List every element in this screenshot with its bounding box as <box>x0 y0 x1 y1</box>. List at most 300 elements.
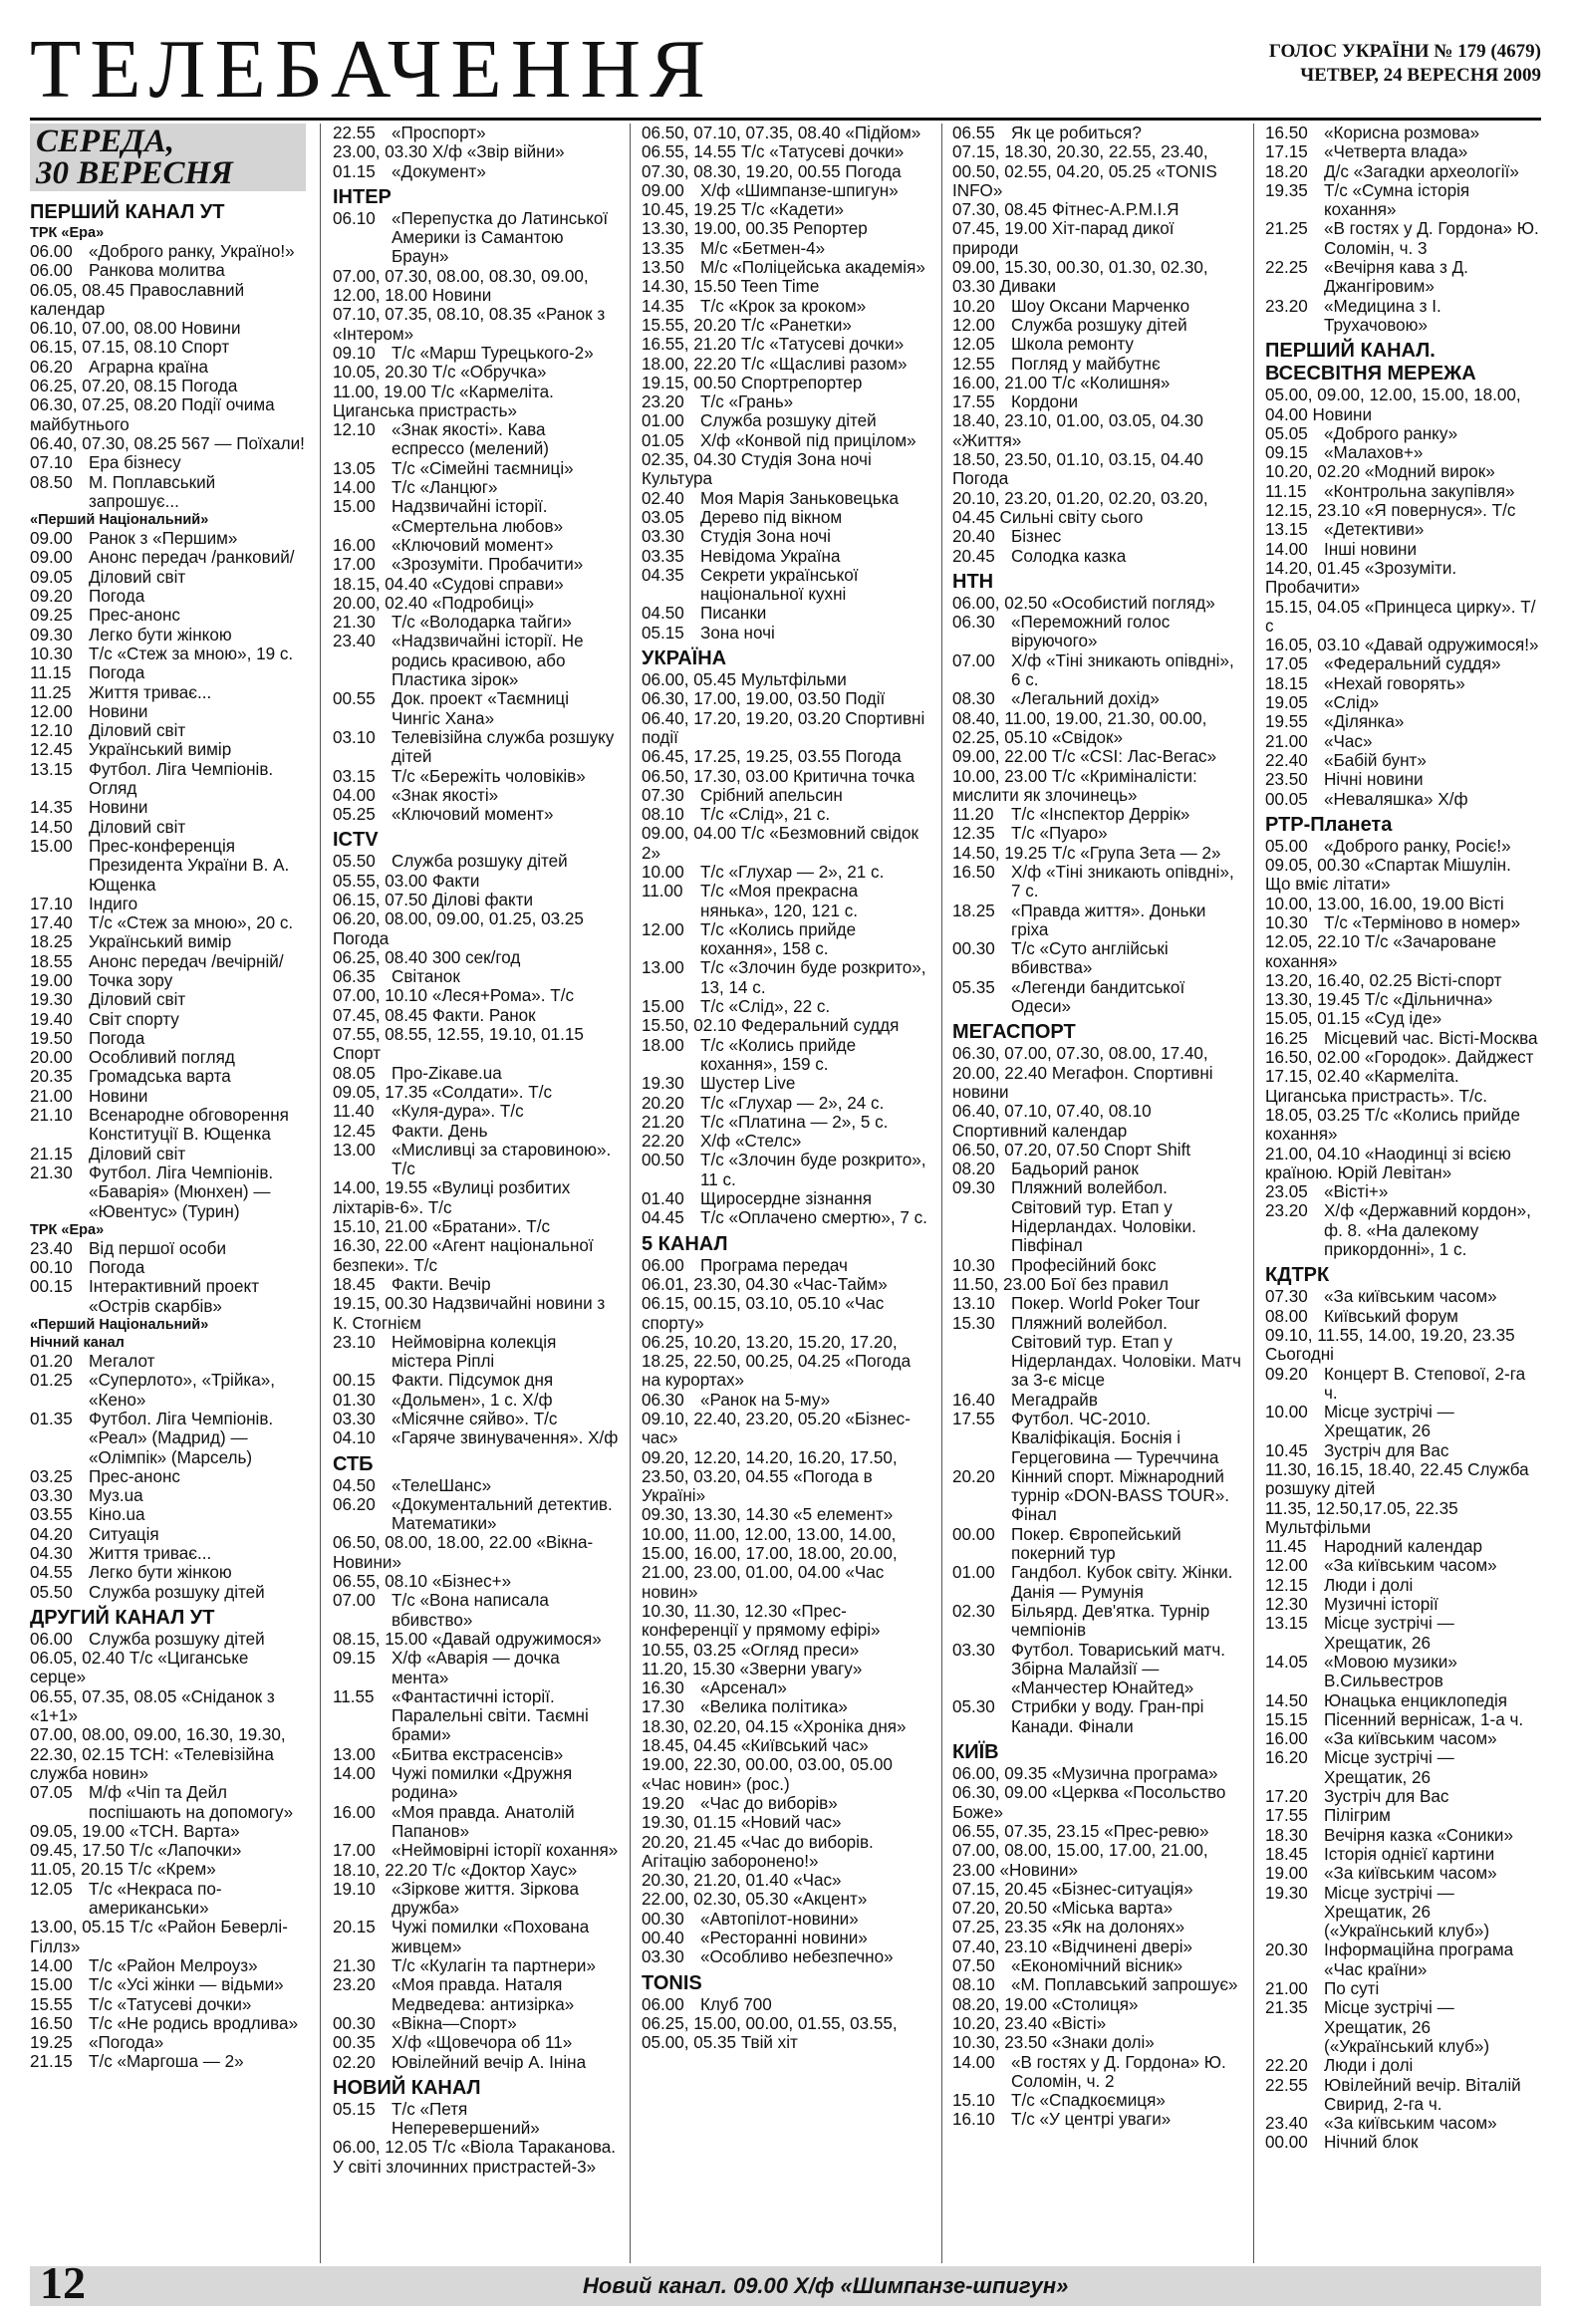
programme-entry <box>642 1833 930 1872</box>
programme-entry <box>30 281 306 320</box>
programme-title: «Вечірня кава з Д. Джангіровим» <box>1324 258 1468 297</box>
programme-entry <box>952 316 1241 335</box>
programme-entry <box>642 219 930 238</box>
programme-time: 21.00 <box>30 1086 73 1106</box>
programme-time: 17.00 <box>333 1841 376 1861</box>
programme-time: 06.00 <box>30 242 73 261</box>
programme-entry <box>333 1333 619 1372</box>
programme-entry <box>1265 1499 1541 1538</box>
programme-time: 10.30, 11.30, 12.30 <box>642 1601 788 1621</box>
programme-title: «Огляд преси» <box>740 1640 860 1660</box>
programme-time: 15.55, 20.20 <box>642 315 737 335</box>
footer-promo: Новий канал. 09.00 Х/ф «Шимпанзе-шпигун» <box>583 2273 1069 2298</box>
programme-time: 21.30 <box>333 613 376 633</box>
column-divider <box>1253 124 1254 2263</box>
programme-entry <box>642 239 930 258</box>
programme-time: 07.00 <box>333 1591 376 1611</box>
programme-title: Teen Time <box>740 277 820 297</box>
programme-title: Т/с «Ранетки» <box>740 315 852 335</box>
programme-title: Мегадрайв <box>1011 1390 1098 1410</box>
programme-entry <box>952 1822 1241 1841</box>
programme-entry <box>30 1352 306 1371</box>
programme-time: 13.15 <box>1265 1614 1308 1634</box>
programme-time: 18.05, 03.25 <box>1265 1105 1361 1125</box>
programme-title: Шустер Live <box>700 1074 796 1094</box>
programme-entry <box>333 1476 619 1495</box>
programme-title: «Суперлото», «Трійка», «Кено» <box>89 1371 275 1410</box>
programme-entry <box>952 844 1241 863</box>
programme-time: 19.35 <box>1265 180 1308 200</box>
programme-time: 15.10 <box>952 2091 995 2111</box>
programme-time: 20.00 <box>30 1048 73 1068</box>
programme-time: 19.30 <box>642 1074 684 1094</box>
programme-entry <box>952 863 1241 902</box>
programme-entry <box>1265 895 1541 913</box>
issue-date: ЧЕТВЕР, 24 ВЕРЕСНЯ 2009 <box>1300 65 1541 86</box>
programme-time: 07.40, 23.10 <box>952 1937 1048 1956</box>
programme-title: Громадська варта <box>89 1067 231 1087</box>
programme-time: 15.00 <box>30 1975 73 1995</box>
programme-title: Солодка казка <box>1011 546 1127 566</box>
programme-time: 21.30 <box>333 1956 376 1976</box>
programme-title: Аграрна країна <box>89 357 209 377</box>
programme-time: 11.40 <box>333 1102 375 1122</box>
programme-entry <box>333 420 619 459</box>
programme-title: Життя триває... <box>89 1544 212 1563</box>
programme-title: Кордони <box>1011 392 1079 412</box>
programme-entry <box>30 663 306 682</box>
programme-title: Анонс передач /ранковий/ <box>89 548 295 568</box>
programme-title: «Ключовий момент» <box>392 805 554 825</box>
programme-entry <box>952 594 1241 613</box>
programme-title: Спортрепортер <box>740 373 863 392</box>
programme-title: «Моя правда. Наталя Медведева: антизірка» <box>392 1975 575 2014</box>
programme-title: «Правда життя». Доньки гріха <box>1011 901 1206 939</box>
programme-entry <box>30 1010 306 1029</box>
programme-entry <box>952 902 1241 940</box>
programme-entry <box>952 489 1241 528</box>
programme-time: 09.20, 12.20, 14.20, 16.20, 17.50, 23.50, 03.20, 04.55 <box>642 1447 898 1486</box>
programme-title: Хіт-парад дикої природи <box>952 219 1175 258</box>
programme-time: 07.00, 07.30, 08.00, 08.30, 09.00, 12.00, 18.00 <box>333 266 589 306</box>
programme-entry <box>30 626 306 645</box>
programme-entry <box>1265 1009 1541 1028</box>
programme-title: Школа ремонту <box>1011 335 1134 355</box>
programme-time: 15.00 <box>30 836 73 856</box>
programme-time: 17.00 <box>333 555 376 575</box>
programme-time: 02.20 <box>333 2052 376 2072</box>
programme-title: Студія Зона ночі <box>700 527 831 547</box>
programme-title: «Суд іде» <box>1364 1009 1442 1029</box>
programme-time: 09.15 <box>1265 443 1308 463</box>
programme-title: Погляд у майбутнє <box>1011 354 1161 374</box>
programme-entry <box>30 1687 306 1726</box>
programme-entry <box>333 1495 619 1534</box>
programme-title: Т/с «Володарка тайги» <box>392 613 572 633</box>
programme-time: 06.30 <box>952 613 995 633</box>
programme-entry <box>952 2033 1241 2052</box>
programme-title: Т/с «Татусеві дочки» <box>740 142 905 162</box>
programme-entry <box>333 728 619 767</box>
programme-entry <box>333 1391 619 1410</box>
programme-entry <box>642 489 930 508</box>
programme-title: Т/с «Район Беверлі-Гіллз» <box>30 1918 288 1956</box>
programme-time: 01.00 <box>642 411 684 431</box>
programme-time: 00.35 <box>333 2033 376 2053</box>
programme-time: 20.15 <box>333 1918 376 1937</box>
programme-entry <box>333 1102 619 1121</box>
programme-title: «Документальний детектив. Математики» <box>392 1494 613 1534</box>
programme-title: «Проспорт» <box>392 124 486 142</box>
programme-title: Т/с «Крок за кроком» <box>700 296 867 316</box>
programme-title: «Доброго ранку, Україно!» <box>89 242 295 261</box>
programme-entry <box>952 1602 1241 1641</box>
programme-title: «Вікна—Спорт» <box>392 2013 517 2033</box>
channel-heading: СТБ <box>333 1452 374 1475</box>
programme-time: 04.00 <box>333 785 376 805</box>
programme-entry <box>30 453 306 472</box>
programme-title: Т/с «Суто англійські вбивства» <box>1011 939 1169 978</box>
programme-title: «Особистий погляд» <box>1051 593 1215 613</box>
programme-entry <box>1265 1365 1541 1404</box>
programme-entry <box>30 2033 306 2052</box>
programme-time: 06.50, 07.20, 07.50 <box>952 1140 1100 1160</box>
programme-title: Факти <box>431 871 480 891</box>
programme-title: «Медицина з І. Трухачовою» <box>1324 296 1441 335</box>
programme-entry <box>30 913 306 932</box>
programme-entry <box>952 978 1241 1017</box>
programme-entry <box>333 986 619 1005</box>
programme-entry <box>30 434 306 453</box>
programme-time: 21.00 <box>1265 731 1308 751</box>
programme-time: 19.00, 22.30, 00.00, 03.00, 05.00 <box>642 1755 893 1775</box>
programme-title: Т/с «Зачароване кохання» <box>1265 932 1497 971</box>
programme-entry <box>1265 424 1541 443</box>
programme-time: 04.50 <box>642 604 684 624</box>
programme-title: Мегалот <box>89 1352 155 1372</box>
programme-entry <box>333 1918 619 1956</box>
programme-time: 06.15, 00.15, 03.10, 05.10 <box>642 1294 841 1314</box>
programme-entry <box>642 1929 930 1947</box>
programme-time: 07.45, 19.00 <box>952 219 1048 239</box>
programme-time: 03.25 <box>30 1466 73 1486</box>
programme-title: Точка зору <box>89 970 173 990</box>
programme-entry <box>333 1764 619 1803</box>
programme-entry <box>1265 1326 1541 1365</box>
programme-title: «Бабій бунт» <box>1324 750 1427 770</box>
programme-title: Більярд. Дев'ятка. Турнір чемпіонів <box>1011 1601 1210 1641</box>
programme-entry <box>1265 1537 1541 1556</box>
programme-title: Місце зустрічі — Хрещатик, 26 («Український клуб») <box>1324 1883 1490 1941</box>
programme-title: Події очима майбутнього <box>30 395 275 434</box>
programme-time: 09.30 <box>30 625 73 645</box>
programme-entry <box>30 1371 306 1410</box>
programme-time: 07.15, 20.45 <box>952 1879 1048 1899</box>
programme-entry <box>333 909 619 948</box>
programme-time: 14.00 <box>1265 539 1308 559</box>
programme-title: Сьогодні <box>1265 1345 1334 1365</box>
programme-entry <box>642 1717 930 1736</box>
programme-time: 15.00 <box>642 997 684 1017</box>
programme-entry <box>1265 124 1541 142</box>
programme-entry <box>642 547 930 566</box>
section-title: ТЕЛЕБАЧЕННЯ <box>30 23 715 116</box>
programme-entry <box>642 527 930 546</box>
programme-entry <box>30 568 306 587</box>
programme-time: 23.05 <box>1265 1182 1308 1202</box>
programme-time: 00.15 <box>30 1277 73 1297</box>
programme-title: Мультфільми <box>1265 1517 1372 1537</box>
programme-title: Т/с «Обручка» <box>431 363 547 383</box>
programme-title: «Відчинені двері» <box>1051 1937 1193 1956</box>
programme-title: Ювілейний вечір. Віталій Свирид, 2-га ч. <box>1324 2075 1521 2114</box>
programme-title: Музичні історії <box>1324 1595 1439 1615</box>
programme-title: Погода <box>89 587 145 607</box>
programme-title: «За київським часом» <box>1324 1556 1497 1576</box>
programme-entry <box>642 1208 930 1227</box>
programme-entry <box>333 1591 619 1630</box>
programme-entry <box>30 740 306 759</box>
programme-time: 06.55, 07.35, 23.15 <box>952 1821 1100 1841</box>
programme-entry <box>952 651 1241 690</box>
programme-time: 23.20 <box>1265 1201 1308 1221</box>
programme-entry <box>333 1533 619 1572</box>
programme-time: 06.20 <box>30 357 73 377</box>
programme-title: «Міська варта» <box>1051 1899 1174 1919</box>
programme-time: 21.00 <box>1265 1979 1308 1999</box>
programme-time: 20.30, 21.20, 01.40 <box>642 1871 789 1891</box>
programme-time: 10.45 <box>1265 1440 1308 1460</box>
programme-time: 14.00 <box>333 1764 376 1784</box>
programme-entry <box>1265 1145 1541 1183</box>
programme-time: 19.30 <box>1265 1883 1308 1903</box>
column-listings <box>952 124 1241 2130</box>
programme-entry <box>333 1371 619 1390</box>
programme-entry <box>642 277 930 296</box>
programme-time: 12.10 <box>30 721 73 741</box>
programme-time: 07.50 <box>952 1956 995 1976</box>
programme-time: 06.30, 07.25, 08.20 <box>30 395 177 415</box>
programme-title: «Переможний голос віруючого» <box>1011 613 1171 651</box>
programme-time: 09.05, 00.30 <box>1265 856 1361 876</box>
programme-time: 12.10 <box>333 420 376 440</box>
programme-time: 12.45 <box>30 740 73 760</box>
programme-time: 06.35 <box>333 967 376 987</box>
programme-time: 09.00 <box>30 548 73 568</box>
programme-time: 17.05 <box>1265 654 1308 674</box>
programme-time: 14.00, 19.55 <box>333 1178 428 1198</box>
programme-time: 06.10 <box>333 208 376 228</box>
column-divider <box>320 124 321 2263</box>
programme-title: Український вимір <box>89 932 232 952</box>
programme-title: Концерт В. Степової, 2-га ч. <box>1324 1364 1526 1403</box>
programme-title: М. Поплавський запрошує... <box>89 472 216 511</box>
programme-time: 08.10 <box>952 1975 995 1995</box>
programme-time: 21.00, 04.10 <box>1265 1144 1361 1163</box>
programme-entry <box>642 258 930 277</box>
programme-title: «Хроніка дня» <box>793 1716 907 1736</box>
programme-time: 12.00 <box>952 315 995 335</box>
programme-time: 12.15 <box>1265 1575 1308 1595</box>
programme-entry <box>1265 770 1541 789</box>
programme-entry <box>1265 913 1541 932</box>
programme-time: 16.50, 02.00 <box>1265 1048 1361 1068</box>
programme-time: 12.05 <box>952 335 995 355</box>
programme-entry <box>333 786 619 805</box>
programme-title: Т/с «Кадети» <box>740 200 845 220</box>
programme-entry <box>1265 1460 1541 1499</box>
programme-title: Х/ф «Звір війни» <box>431 142 565 162</box>
programme-time: 07.00, 08.00, 09.00, 16.30, 19.30, 22.30, 02.15 <box>30 1725 286 1764</box>
programme-entry <box>1265 1307 1541 1326</box>
programme-title: Т/с «Слід», 21 с. <box>700 805 831 825</box>
programme-time: 07.10 <box>30 453 73 473</box>
programme-title: «Малахов+» <box>1324 443 1424 463</box>
programme-title: Футбол. Ліга Чемпіонів. Огляд <box>89 759 274 799</box>
programme-title: Т/с «У центрі уваги» <box>1011 2110 1172 2130</box>
programme-entry <box>30 2014 306 2033</box>
programme-entry <box>333 767 619 786</box>
programme-entry <box>952 1975 1241 1994</box>
programme-title: Прес-анонс <box>89 606 180 626</box>
programme-title: Про-Zікаве.ua <box>392 1063 502 1083</box>
programme-entry <box>642 882 930 920</box>
programme-entry <box>952 1044 1241 1102</box>
programme-time: 11.20, 15.30 <box>642 1659 735 1678</box>
programme-time: 08.40, 11.00, 19.00, 21.30, 00.00, 02.25, 05.10 <box>952 708 1207 747</box>
programme-entry <box>1265 932 1541 971</box>
programme-entry <box>1265 1441 1541 1460</box>
schedule-column-1 <box>30 124 306 2263</box>
channel-heading: НОВИЙ КАНАЛ <box>333 2076 481 2099</box>
programme-entry <box>952 547 1241 566</box>
programme-title: Шоу Оксани Марченко <box>1011 296 1190 316</box>
programme-entry <box>1265 2133 1541 2152</box>
programme-entry <box>333 383 619 421</box>
programme-entry <box>642 1678 930 1697</box>
programme-title: Ера бізнесу <box>89 453 181 473</box>
programme-entry <box>642 1391 930 1410</box>
programme-entry <box>1265 837 1541 856</box>
programme-entry <box>30 760 306 799</box>
programme-time: 18.20 <box>1265 161 1308 181</box>
programme-title: «Погода на курортах» <box>642 1352 912 1391</box>
programme-entry <box>642 1275 930 1294</box>
programme-entry <box>642 1755 930 1794</box>
programme-time: 23.40 <box>333 632 376 651</box>
programme-entry <box>333 1687 619 1745</box>
programme-time: 10.30 <box>1265 912 1308 932</box>
programme-entry <box>952 219 1241 258</box>
programme-title: Т/с «CSI: Лас-Вегас» <box>1051 747 1217 767</box>
programme-title: Анонс передач /вечірній/ <box>89 951 284 971</box>
programme-title: Т/с «Платина — 2», 5 с. <box>700 1112 889 1132</box>
programme-title: Т/с «Терміново в номер» <box>1324 912 1521 932</box>
programme-time: 16.30, 22.00 <box>333 1236 428 1256</box>
programme-title: Служба розшуку дітей <box>1265 1460 1529 1499</box>
programme-title: Факти. Підсумок дня <box>392 1371 554 1391</box>
programme-time: 14.30, 15.50 <box>642 277 737 297</box>
programme-time: 08.05 <box>333 1063 376 1083</box>
programme-entry <box>30 952 306 971</box>
programme-time: 08.15, 15.00 <box>333 1629 428 1649</box>
programme-title: Люди і долі <box>1324 2056 1414 2076</box>
programme-entry <box>642 124 930 142</box>
programme-entry <box>30 1106 306 1145</box>
programme-title: Х/ф «Стелс» <box>700 1132 802 1152</box>
day-date: 30 ВЕРЕСНЯ <box>36 155 233 191</box>
programme-time: 09.00, 04.00 <box>642 824 737 844</box>
programme-time: 00.55 <box>333 689 376 709</box>
programme-time: 02.35, 04.30 <box>642 450 737 470</box>
programme-entry <box>1265 1614 1541 1653</box>
programme-title: «Неваляшка» Х/ф <box>1324 789 1468 809</box>
programme-title: «Дольмен», 1 с. Х/ф <box>392 1390 553 1410</box>
programme-time: 19.50 <box>30 1028 73 1048</box>
programme-time: 03.05 <box>642 507 684 527</box>
programme-title: «Вулиці розбитих ліхтарів-6». Т/с <box>333 1178 571 1217</box>
programme-time: 06.05, 08.45 <box>30 280 126 300</box>
programme-title: Х/ф «Щовечора об 11» <box>392 2033 573 2053</box>
programme-entry <box>333 1880 619 1919</box>
programme-time: 14.20, 01.45 <box>1265 558 1361 578</box>
programme-title: Бізнес <box>1011 527 1062 547</box>
programme-entry <box>1265 674 1541 693</box>
programme-entry <box>952 1783 1241 1822</box>
programme-title: Новини <box>89 1086 148 1106</box>
programme-title: Ювілейний вечір А. Ініна <box>392 2052 587 2072</box>
programme-title: «Час-Тайм» <box>793 1274 888 1294</box>
programme-entry <box>333 1025 619 1064</box>
programme-entry <box>952 1467 1241 1525</box>
programme-title: «5 елемент» <box>793 1505 894 1525</box>
programme-time: 01.35 <box>30 1409 73 1428</box>
programme-time: 09.00 <box>642 180 684 200</box>
programme-entry <box>333 2033 619 2052</box>
programme-time: 13.05 <box>333 458 376 478</box>
programme-title: Мегафон. Спортивні новини <box>952 1063 1213 1102</box>
programme-entry <box>952 824 1241 843</box>
programme-time: 06.55, 07.35, 08.05 <box>30 1686 177 1706</box>
programme-time: 06.30, 09.00 <box>952 1783 1048 1803</box>
programme-time: 18.45 <box>1265 1844 1308 1864</box>
programme-time: 11.50, 23.00 <box>952 1274 1046 1294</box>
programme-title: Професійний бокс <box>1011 1255 1157 1275</box>
programme-time: 06.25, 10.20, 13.20, 15.20, 17.20, 18.25, 22.50, 00.25, 04.25 <box>642 1332 898 1372</box>
programme-time: 04.10 <box>333 1428 376 1448</box>
programme-title: Місце зустрічі — Хрещатик, 26 <box>1324 1403 1454 1441</box>
programme-time: 21.25 <box>1265 219 1308 239</box>
programme-time: 14.05 <box>1265 1652 1308 1672</box>
programme-title: Вісті <box>1468 894 1504 913</box>
programme-title: Т/с «Моя прекрасна нянька», 120, 121 с. <box>700 882 859 920</box>
programme-entry <box>1265 654 1541 673</box>
programme-time: 16.00, 21.00 <box>952 373 1048 392</box>
programme-title: Чужі помилки «Дружня родина» <box>392 1764 573 1803</box>
programme-title: «За київським часом» <box>1324 2114 1497 2134</box>
programme-entry <box>642 1036 930 1075</box>
column-listings <box>30 201 306 2072</box>
programme-entry <box>30 358 306 377</box>
programme-time: 18.00, 22.20 <box>642 354 737 374</box>
programme-time: 18.30 <box>1265 1825 1308 1845</box>
programme-time: 03.30 <box>30 1486 73 1506</box>
programme-entry <box>333 891 619 909</box>
programme-title: «Арсенал» <box>700 1678 787 1698</box>
programme-title: Д/с «Загадки археології» <box>1324 161 1519 181</box>
programme-entry <box>1265 1826 1541 1845</box>
programme-entry <box>642 997 930 1016</box>
